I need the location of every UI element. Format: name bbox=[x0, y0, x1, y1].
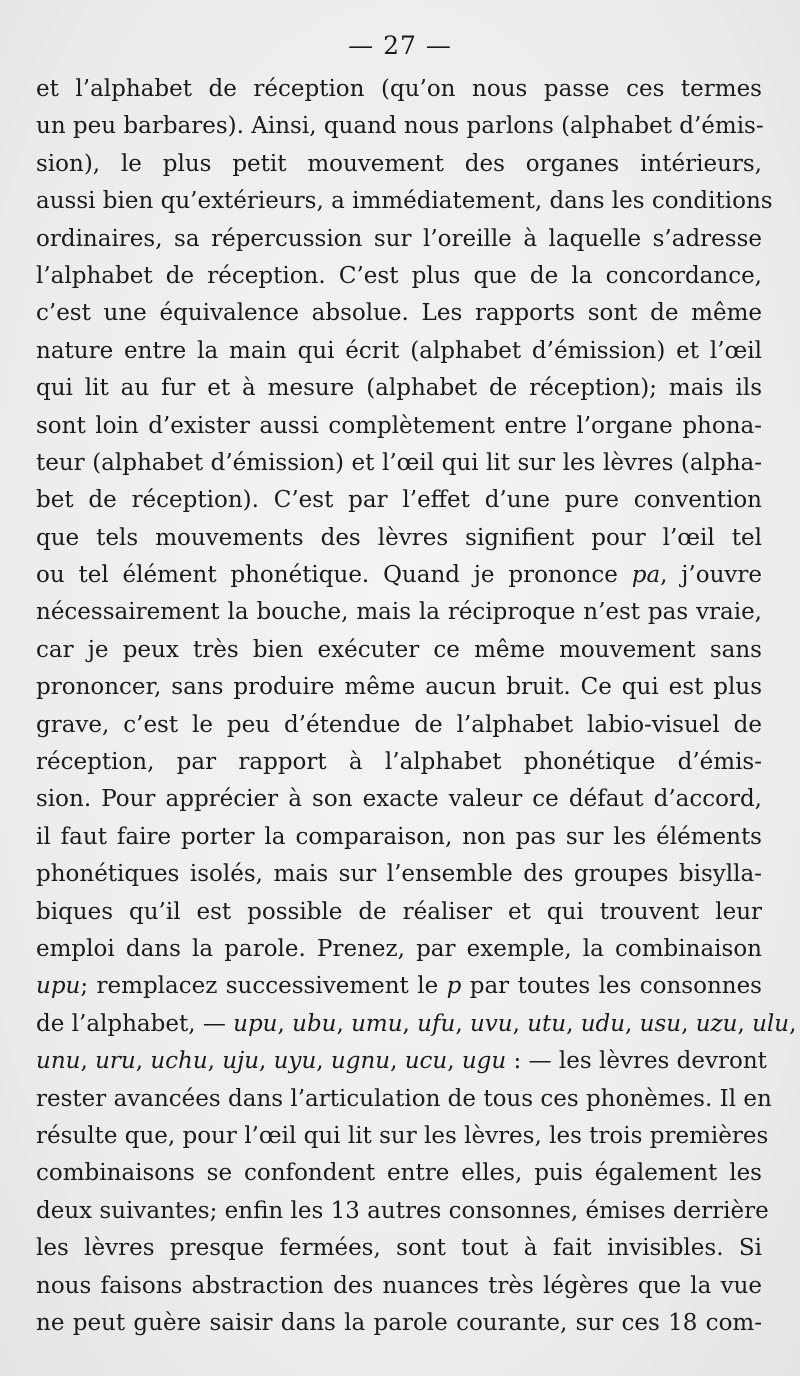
text-line bbox=[36, 520, 762, 557]
text-line bbox=[36, 557, 762, 594]
text-segment: , j’ouvre bbox=[660, 562, 762, 589]
text-line bbox=[36, 1305, 762, 1342]
text-line bbox=[36, 295, 762, 332]
text-line bbox=[36, 146, 762, 183]
text-segment: , bbox=[681, 1010, 696, 1037]
italic-segment: uju bbox=[222, 1048, 260, 1075]
text-segment: l’alphabet de réception. C’est plus que de la concordance, bbox=[36, 262, 762, 289]
text-line bbox=[36, 1118, 769, 1155]
text-line bbox=[36, 445, 762, 482]
text-line bbox=[36, 108, 762, 145]
text-segment: prononcer, sans produire même aucun bruit. Ce qui est plus bbox=[36, 674, 762, 701]
text-segment: , bbox=[625, 1010, 640, 1037]
italic-segment: ufu bbox=[417, 1010, 456, 1037]
italic-segment: uru bbox=[95, 1048, 136, 1075]
italic-segment: ubu bbox=[292, 1010, 337, 1037]
text-segment: , bbox=[402, 1010, 418, 1037]
text-line bbox=[36, 856, 762, 893]
text-line bbox=[36, 370, 762, 407]
text-segment: , bbox=[512, 1010, 528, 1037]
text-segment: emploi dans la parole. Prenez, par exemple, la combinaison bbox=[36, 935, 762, 962]
text-line bbox=[36, 1043, 767, 1080]
italic-segment: umu bbox=[351, 1010, 403, 1037]
text-segment: de l’alphabet, — bbox=[36, 1010, 234, 1037]
text-segment: combinaisons se confondent entre elles, puis également les bbox=[36, 1160, 762, 1187]
text-segment: que tels mouvements des lèvres signifient pour l’œil tel bbox=[36, 524, 762, 551]
text-segment: et l’alphabet de réception (qu’on nous passe ces termes bbox=[36, 76, 762, 102]
text-segment: , bbox=[259, 1048, 274, 1075]
italic-segment: unu bbox=[36, 1048, 81, 1075]
text-segment: ordinaires, sa répercussion sur l’oreille à laquelle s’adresse bbox=[36, 225, 762, 252]
text-segment: biques qu’il est possible de réaliser et qui trouvent leur bbox=[36, 898, 762, 925]
italic-segment: udu bbox=[580, 1010, 626, 1037]
text-segment: ne peut guère saisir dans la parole courante, sur ces 18 com- bbox=[36, 1309, 762, 1336]
text-line bbox=[36, 968, 762, 1005]
text-line bbox=[36, 707, 762, 744]
text-line bbox=[36, 1230, 762, 1267]
text-segment: , bbox=[566, 1010, 581, 1037]
text-segment: aussi bien qu’extérieurs, a immédiatement, dans les conditions bbox=[36, 188, 773, 215]
text-segment: ; remplacez successivement le bbox=[80, 973, 447, 1000]
text-segment: nature entre la main qui écrit (alphabet d’émission) et l’œil bbox=[36, 337, 762, 364]
text-segment: ou tel élément phonétique. Quand je prononce bbox=[36, 562, 632, 589]
text-segment: , bbox=[390, 1048, 405, 1075]
text-segment: phonétiques isolés, mais sur l’ensemble des groupes bisylla- bbox=[36, 861, 762, 888]
text-segment: sion), le plus petit mouvement des organes intérieurs, bbox=[36, 150, 762, 177]
text-segment: : — les lèvres devront bbox=[506, 1048, 767, 1075]
text-line bbox=[36, 1081, 772, 1118]
page-number: — 27 — bbox=[348, 31, 452, 60]
text-segment: réception, par rapport à l’alphabet phonétique d’émis- bbox=[36, 749, 762, 776]
text-segment: par toutes les consonnes bbox=[461, 973, 762, 1000]
text-segment: bet de réception). C’est par l’effet d’une pure convention bbox=[36, 487, 762, 514]
italic-segment: usu bbox=[639, 1010, 682, 1037]
text-line bbox=[36, 1193, 769, 1230]
italic-segment: ugnu bbox=[330, 1048, 391, 1075]
text-line bbox=[36, 594, 762, 631]
text-line bbox=[36, 669, 762, 706]
text-line bbox=[36, 1155, 762, 1192]
text-line bbox=[36, 894, 762, 931]
body-text bbox=[36, 71, 797, 1342]
text-line bbox=[36, 931, 762, 968]
text-line bbox=[36, 744, 762, 781]
italic-segment: uyu bbox=[273, 1048, 317, 1075]
text-segment: sont loin d’exister aussi complètement entre l’organe phona- bbox=[36, 412, 762, 439]
text-segment: , bbox=[737, 1010, 753, 1037]
italic-segment: uchu bbox=[150, 1048, 208, 1075]
text-segment: nécessairement la bouche, mais la réciproque n’est pas vraie, bbox=[36, 599, 762, 626]
text-segment: les lèvres presque fermées, sont tout à fait invisibles. Si bbox=[36, 1235, 762, 1262]
text-segment: , bbox=[316, 1048, 331, 1075]
text-segment: nous faisons abstraction des nuances très légères que la vue bbox=[36, 1272, 762, 1299]
text-line bbox=[36, 408, 762, 445]
text-segment: car je peux très bien exécuter ce même mouvement sans bbox=[36, 636, 762, 663]
text-segment: un peu barbares). Ainsi, quand nous parlons (alphabet d’émis- bbox=[36, 113, 764, 140]
text-segment: c’est une équivalence absolue. Les rapports sont de même bbox=[36, 300, 762, 327]
text-line bbox=[36, 1268, 762, 1305]
text-segment: teur (alphabet d’émission) et l’œil qui lit sur les lèvres (alpha- bbox=[36, 449, 762, 476]
text-segment: grave, c’est le peu d’étendue de l’alphabet labio-visuel de bbox=[36, 711, 762, 738]
text-segment: , bbox=[207, 1048, 223, 1075]
text-segment: , bbox=[447, 1048, 462, 1075]
text-segment: sion. Pour apprécier à son exacte valeur ce défaut d’accord, bbox=[36, 786, 762, 813]
text-segment: , bbox=[135, 1048, 151, 1075]
text-segment: qui lit au fur et à mesure (alphabet de réception); mais ils bbox=[36, 375, 762, 402]
italic-segment: upu bbox=[36, 973, 81, 1000]
text-line bbox=[36, 71, 762, 108]
text-segment: , bbox=[789, 1010, 797, 1037]
italic-segment: p bbox=[446, 973, 462, 1000]
italic-segment: ucu bbox=[404, 1048, 448, 1075]
text-line bbox=[36, 819, 762, 856]
text-line bbox=[36, 221, 762, 258]
italic-segment: utu bbox=[527, 1010, 567, 1037]
italic-segment: ulu bbox=[752, 1010, 790, 1037]
text-segment: résulte que, pour l’œil qui lit sur les lèvres, les trois premières bbox=[36, 1122, 769, 1149]
text-segment: rester avancées dans l’articulation de tous ces phonèmes. Il en bbox=[36, 1085, 772, 1112]
text-line bbox=[36, 781, 762, 818]
text-segment: , bbox=[80, 1048, 96, 1075]
text-segment: , bbox=[336, 1010, 352, 1037]
text-line bbox=[36, 482, 762, 519]
text-segment: , bbox=[277, 1010, 293, 1037]
text-line bbox=[36, 333, 762, 370]
text-line bbox=[36, 183, 773, 220]
text-segment: il faut faire porter la comparaison, non pas sur les éléments bbox=[36, 823, 762, 850]
text-line bbox=[36, 258, 762, 295]
text-segment: deux suivantes; enfin les 13 autres consonnes, émises derrière bbox=[36, 1197, 769, 1224]
italic-segment: upu bbox=[233, 1010, 278, 1037]
italic-segment: ugu bbox=[461, 1048, 507, 1075]
italic-segment: uzu bbox=[695, 1010, 738, 1037]
text-line bbox=[36, 632, 762, 669]
italic-segment: pa bbox=[631, 562, 661, 589]
text-segment: , bbox=[455, 1010, 470, 1037]
italic-segment: uvu bbox=[469, 1010, 513, 1037]
text-line bbox=[36, 1006, 797, 1043]
